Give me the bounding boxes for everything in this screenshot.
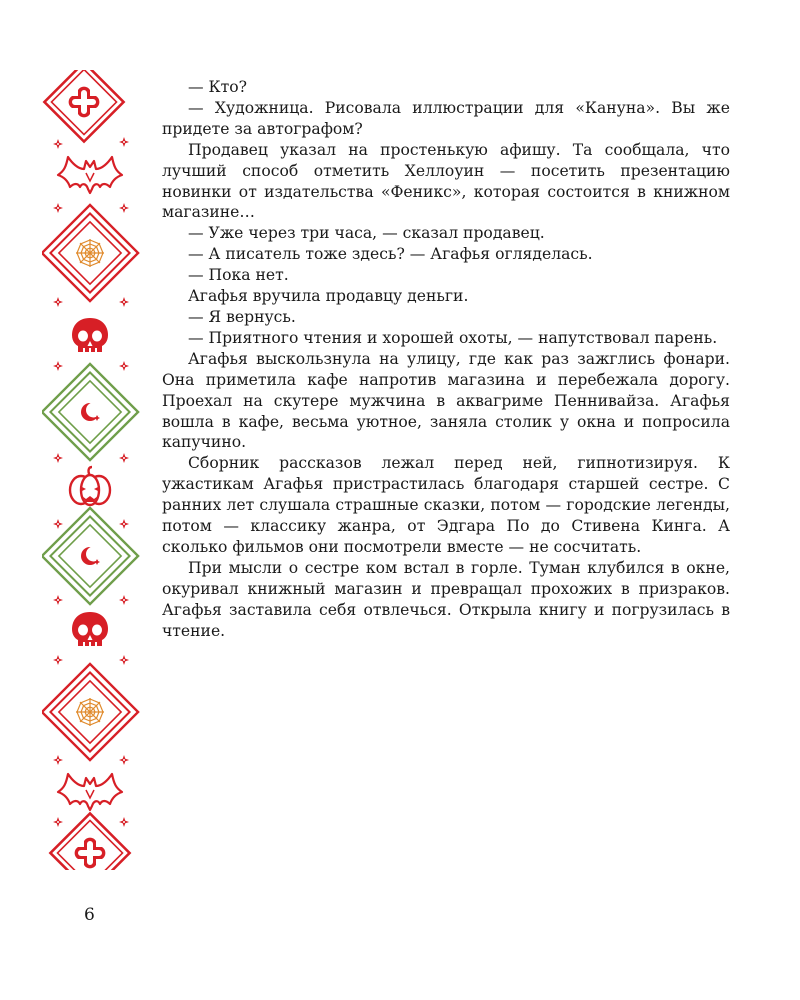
sparkle-icon <box>53 203 63 213</box>
sparkle-icon <box>53 139 63 149</box>
sparkle-icon <box>119 361 129 371</box>
skull-icon <box>72 612 108 646</box>
paragraph: — Художница. Рисовала иллюстрации для «Кануна». Вы же придете за автографом? <box>162 98 730 138</box>
sparkle-icon <box>53 755 63 765</box>
paragraph: — Приятного чтения и хорошей охоты, — напутствовал парень. <box>188 328 718 347</box>
skull-icon <box>72 318 108 352</box>
paragraph: — Я вернусь. <box>188 307 296 326</box>
crescent-moon-diamond-icon <box>42 364 138 460</box>
paragraph: Продавец указал на простенькую афишу. Та сообщала, что лучший способ отметить Хеллоуин — посетить презентацию новинки от издательства «Феникс», которая состоится в книжном магазине… <box>162 140 730 222</box>
sparkle-icon <box>53 297 63 307</box>
sparkle-icon <box>53 655 63 665</box>
sparkle-icon <box>119 519 129 529</box>
sparkle-icon <box>119 817 129 827</box>
sparkle-icon <box>119 203 129 213</box>
sparkle-icon <box>53 361 63 371</box>
paragraph: При мысли о сестре ком встал в горле. Туман клубился в окне, окуривал книжный магазин и превращал прохожих в призраков. Агафья заставила себя отвлечься. Открыла книгу и погрузилась в чтение. <box>162 558 730 640</box>
sparkle-icon <box>53 453 63 463</box>
sparkle-icon <box>119 297 129 307</box>
bat-icon <box>58 157 122 193</box>
spiderweb-diamond-icon <box>42 205 138 301</box>
sparkle-icon <box>53 817 63 827</box>
sparkle-icon <box>119 755 129 765</box>
spiderweb-diamond-icon <box>42 664 138 760</box>
paragraph: Агафья вручила продавцу деньги. <box>188 287 469 306</box>
sparkle-icon <box>53 519 63 529</box>
sparkle-icon <box>119 453 129 463</box>
sparkle-icon <box>119 595 129 605</box>
ornament-border <box>42 70 142 870</box>
sparkle-icon <box>119 137 129 147</box>
paragraph: Агафья выскользнула на улицу, где как раз зажглись фонари. Она приметила кафе напротив магазина и перебежала дорогу. Проехал на скутере мужчина в аквагриме Пеннивайза. Агафья вошла в кафе, весьма уютное, заняла столик у окна и попросила капучино. <box>162 349 730 452</box>
paragraph: Сборник рассказов лежал перед ней, гипнотизируя. К ужастикам Агафья пристрастилась благодаря старшей сестре. С ранних лет слушала страшные сказки, потом — городские легенды, потом — классику жанра, от Эдгара По до Стивена Кинга. А сколько фильмов они посмотрели вместе — не сосчитать. <box>162 454 730 556</box>
page-number: 6 <box>84 905 95 925</box>
paragraph: — Кто? <box>188 78 247 96</box>
quatrefoil-diamond-icon <box>44 70 123 142</box>
bat-icon <box>58 774 122 810</box>
paragraph: — Уже через три часа, — сказал продавец. <box>188 224 545 243</box>
sparkle-icon <box>53 595 63 605</box>
paragraph: — Пока нет. <box>188 266 289 285</box>
jack-o-lantern-icon <box>70 467 110 505</box>
body-text <box>162 77 730 641</box>
paragraph: — А писатель тоже здесь? — Агафья огляделась. <box>188 245 593 264</box>
sparkle-icon <box>119 655 129 665</box>
